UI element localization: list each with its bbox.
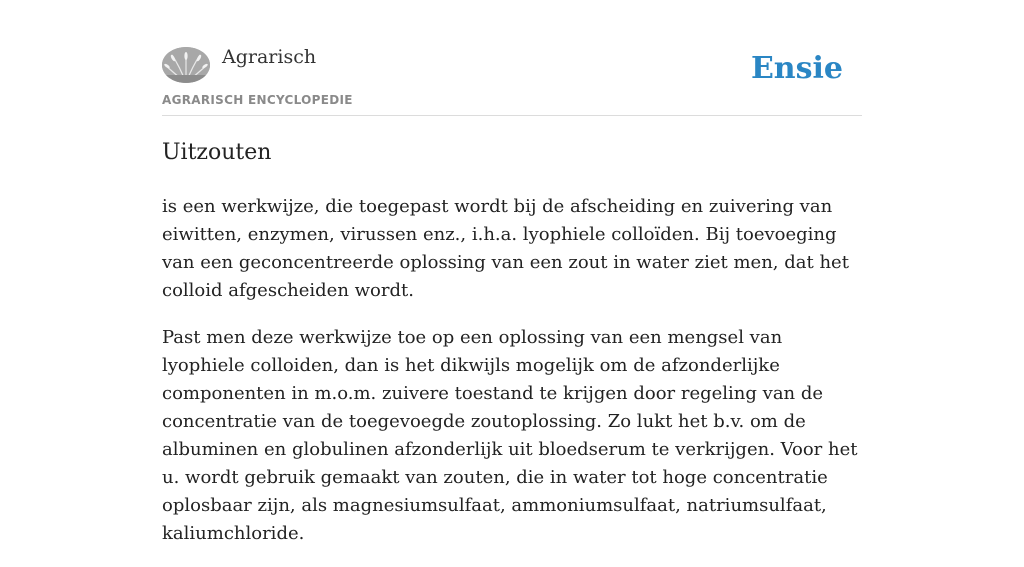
page — [162, 0, 862, 544]
publication-subtitle[interactable]: AGRARISCH ENCYCLOPEDIE — [162, 93, 353, 107]
wheat-icon[interactable] — [162, 47, 210, 83]
publication-name[interactable]: Agrarisch — [222, 46, 317, 68]
article-paragraph: Past men deze werkwijze toe op een oplossing van een mengsel van lyophiele colloiden, dan is het dikwijls mogelijk om de afzonderlijke componenten in m.o.m. zuivere toestand te krijgen door regeling van de concentratie van de toegevoegde zoutoplossing. Zo lukt het b.v. om de albuminen en globulinen afzonderlijk uit bloedserum te verkrijgen. Voor het u. wordt gebruik gemaakt van zouten, die in water tot hoge concentratie oplosbaar zijn, als magnesiumsulfaat, ammoniumsulfaat, natriumsulfaat, kaliumchloride. — [162, 327, 858, 544]
header — [162, 0, 862, 116]
article-body — [162, 193, 862, 567]
article-title: Uitzouten — [162, 140, 272, 165]
brand-logo[interactable]: Ensie — [750, 51, 843, 86]
article-paragraph: is een werkwijze, die toegepast wordt bij de afscheiding en zuivering van eiwitten, enzymen, virussen enz., i.h.a. lyophiele colloïden. Bij toevoeging van een geconcentreerde oplossing van een zout in water ziet men, dat het colloid afgescheiden wordt. — [162, 196, 849, 301]
